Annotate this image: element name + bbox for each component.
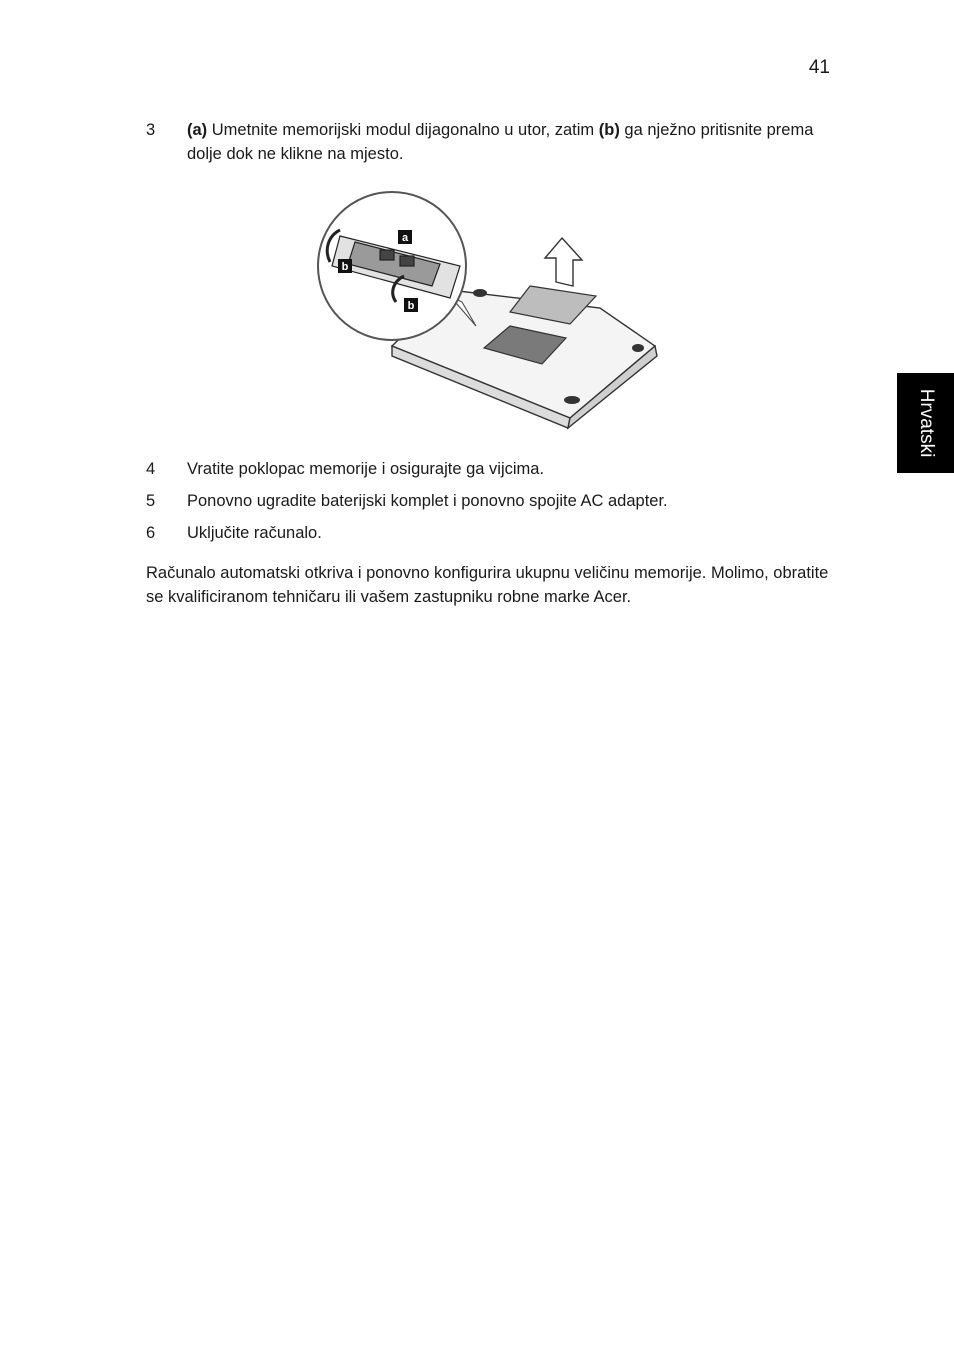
step-6	[146, 521, 836, 545]
language-tab	[897, 373, 954, 473]
memory-install-illustration	[300, 178, 670, 438]
step-number: 6	[146, 524, 156, 542]
lift-arrow-icon	[545, 238, 582, 286]
closing-paragraph: Računalo automatski otkriva i ponovno konfigurira ukupnu veličinu memorije. Molimo, obratite se kvalificiranom tehničaru ili vašem zastupniku robne marke Acer.	[146, 564, 829, 606]
callout-b: b	[341, 261, 349, 273]
rubber-foot	[632, 344, 644, 352]
step-text: Uključite računalo.	[187, 524, 322, 542]
step-label-b: (b)	[598, 121, 620, 139]
step-5	[146, 489, 836, 513]
step-number: 4	[146, 460, 156, 478]
callout-a: a	[401, 232, 409, 244]
rubber-foot	[564, 396, 580, 404]
step-text: Ponovno ugradite baterijski komplet i ponovno spojite AC adapter.	[187, 492, 668, 510]
page-number: 41	[808, 57, 830, 78]
step-4	[146, 457, 836, 481]
callout-b-lower: b	[407, 300, 415, 312]
step-text: Vratite poklopac memorije i osigurajte ga vijcima.	[187, 460, 545, 478]
step-text-b: ga nježno pritisnite prema dolje dok ne klikne na mjesto.	[187, 121, 814, 163]
step-text	[187, 118, 836, 166]
step-3	[146, 118, 836, 166]
rubber-foot	[473, 289, 487, 297]
step-text-a: Umetnite memorijski modul dijagonalno u utor, zatim	[207, 121, 599, 139]
step-number: 3	[146, 121, 156, 139]
step-number: 5	[146, 492, 156, 510]
step-label-a: (a)	[187, 121, 208, 139]
language-tab-label: Hrvatski	[915, 388, 937, 458]
